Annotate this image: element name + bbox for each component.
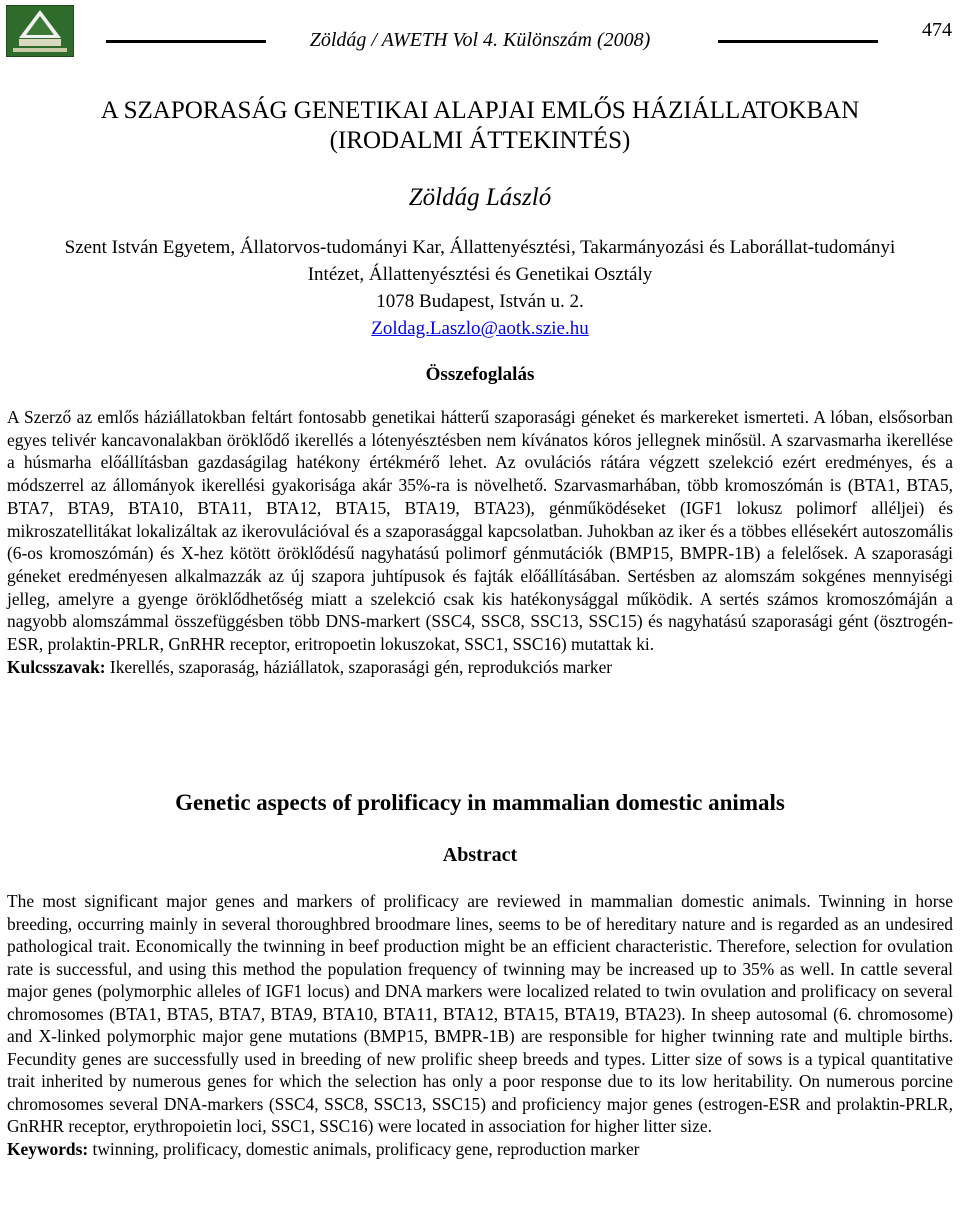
abstract-heading: Abstract bbox=[442, 844, 518, 866]
title-line-1: A SZAPORASÁG GENETIKAI ALAPJAI EMLŐS HÁZIÁLLATOKBAN bbox=[100, 97, 860, 124]
summary-body-hu bbox=[7, 406, 953, 678]
affiliation-line-2: Intézet, Állattenyésztési és Genetikai Osztály bbox=[307, 264, 653, 285]
paper-title-hu bbox=[0, 96, 960, 156]
author-email-link[interactable]: Zoldag.Laszlo@aotk.szie.hu bbox=[371, 318, 589, 339]
header-rule-right bbox=[718, 40, 878, 43]
affiliation-line-1: Szent István Egyetem, Állatorvos-tudományi Kar, Állattenyésztési, Takarmányozási és Laborállat-tudományi bbox=[64, 237, 896, 258]
author-name: Zöldág László bbox=[408, 184, 552, 211]
affiliation-block bbox=[0, 234, 960, 342]
summary-heading-hu: Összefoglalás bbox=[425, 364, 535, 385]
affiliation-address: 1078 Budapest, István u. 2. bbox=[376, 291, 584, 312]
journal-citation: Zöldág / AWETH Vol 4. Különszám (2008) bbox=[309, 29, 651, 51]
page-number: 474 bbox=[922, 19, 952, 41]
keywords-en bbox=[7, 1138, 953, 1161]
keywords-label-en: Keywords: bbox=[7, 1139, 89, 1160]
title-line-2: (IRODALMI ÁTTEKINTÉS) bbox=[329, 127, 631, 154]
abstract-text: The most significant major genes and markers of prolificacy are reviewed in mammalian domestic animals. Twinning in horse breeding, occurring mainly in several thoroughbred broodmare lines, seems to be of hereditary nature and is regarded as an undesired pathological trait. Economically the twinning in beef production might be an efficient characteristic. Therefore, selection for ovulation rate is successful, and using this method the population frequency of twinning may be increased up to 35% as well. In cattle several major genes (polymorphic alleles of IGF1 locus) and DNA markers were localized related to twin ovulation and prolificacy on several chromosomes (BTA1, BTA5, BTA7, BTA9, BTA10, BTA11, BTA12, BTA15, BTA19, BTA23). In sheep autosomal (6. chromosome) and X-linked polymorphic major gene mutations (BMP15, BMPR-1B) are responsible for higher twinning rate and multiple births. Fecundity genes are successfully used in breeding of new prolific sheep breeds and types. Litter size of sows is a typical quantitative trait inherited by numerous genes for which the selection has only a poor response due to its low heritability. On numerous porcine chromosomes several DNA-markers (SSC4, SSC8, SSC13, SSC15) and proficiency major genes (estrogen-ESR and prolaktin-PRLR, GnRHR receptor, erythropoietin loci, SSC1, SSC16) were located in association for higher litter size. bbox=[7, 891, 953, 1137]
keywords-label-hu: Kulcsszavak: bbox=[7, 656, 106, 677]
summary-text-hu: A Szerző az emlős háziállatokban feltárt fontosabb genetikai hátterű szaporasági géneket és markereket ismerteti. A lóban, elsősorban egyes telivér kancavonalakban öröklődő ikerellés a lótenyésztésben nem kívánatos kóros jellegnek minősül. A szarvasmarha ikerellése a húsmarha előállításban gazdaságilag hatékony értékmérő lehet. Az ovulációs rátára végzett szelekció ezért eredményes, és a módszerrel az állományok ikerellési gyakorisága akár 35%-ra is növelhető. Szarvasmarhában, több kromoszómán is (BTA1, BTA5, BTA7, BTA9, BTA10, BTA11, BTA12, BTA15, BTA19, BTA23), génműködéseket (IGF1 lokusz polimorf alléljei) és mikroszatellitákat lokalizáltak az ikerovulációval és a szaporasággal kapcsolatban. Juhokban az iker és a többes ellésekért autoszomális (6-os kromoszómán) és X-hez kötött öröklődésű nagyhatású polimorf génmutációk (BMP15, BMPR-1B) a felelősek. A szaporasági géneket eredményesen alkalmazzák az új szapora juhtípusok és fajták előállításában. Sertésben az alomszám sokgénes mennyiségi jelleg, amelyre a gyenge öröklődhetőség miatt a szelekció csak kis hatékonysággal működik. A sertés számos kromoszómáján a nagyobb alomszámmal összefüggésben több DNS-markert (SSC4, SSC8, SSC13, SSC15) és nagyhatású szaporasági gént (ösztrogén-ESR, prolaktin-PRLR, GnRHR receptor, eritropoetin lokuszokat, SSC1, SSC16) mutattak ki. bbox=[7, 407, 953, 655]
keywords-values-en: twinning, prolificacy, domestic animals, prolificacy gene, reproduction marker bbox=[88, 1139, 640, 1160]
keywords-hu bbox=[7, 656, 953, 679]
abstract-body bbox=[7, 890, 953, 1161]
paper-title-en: Genetic aspects of prolificacy in mammalian domestic animals bbox=[175, 790, 785, 815]
keywords-values-hu: Ikerellés, szaporaság, háziállatok, szaporasági gén, reprodukciós marker bbox=[105, 656, 613, 677]
